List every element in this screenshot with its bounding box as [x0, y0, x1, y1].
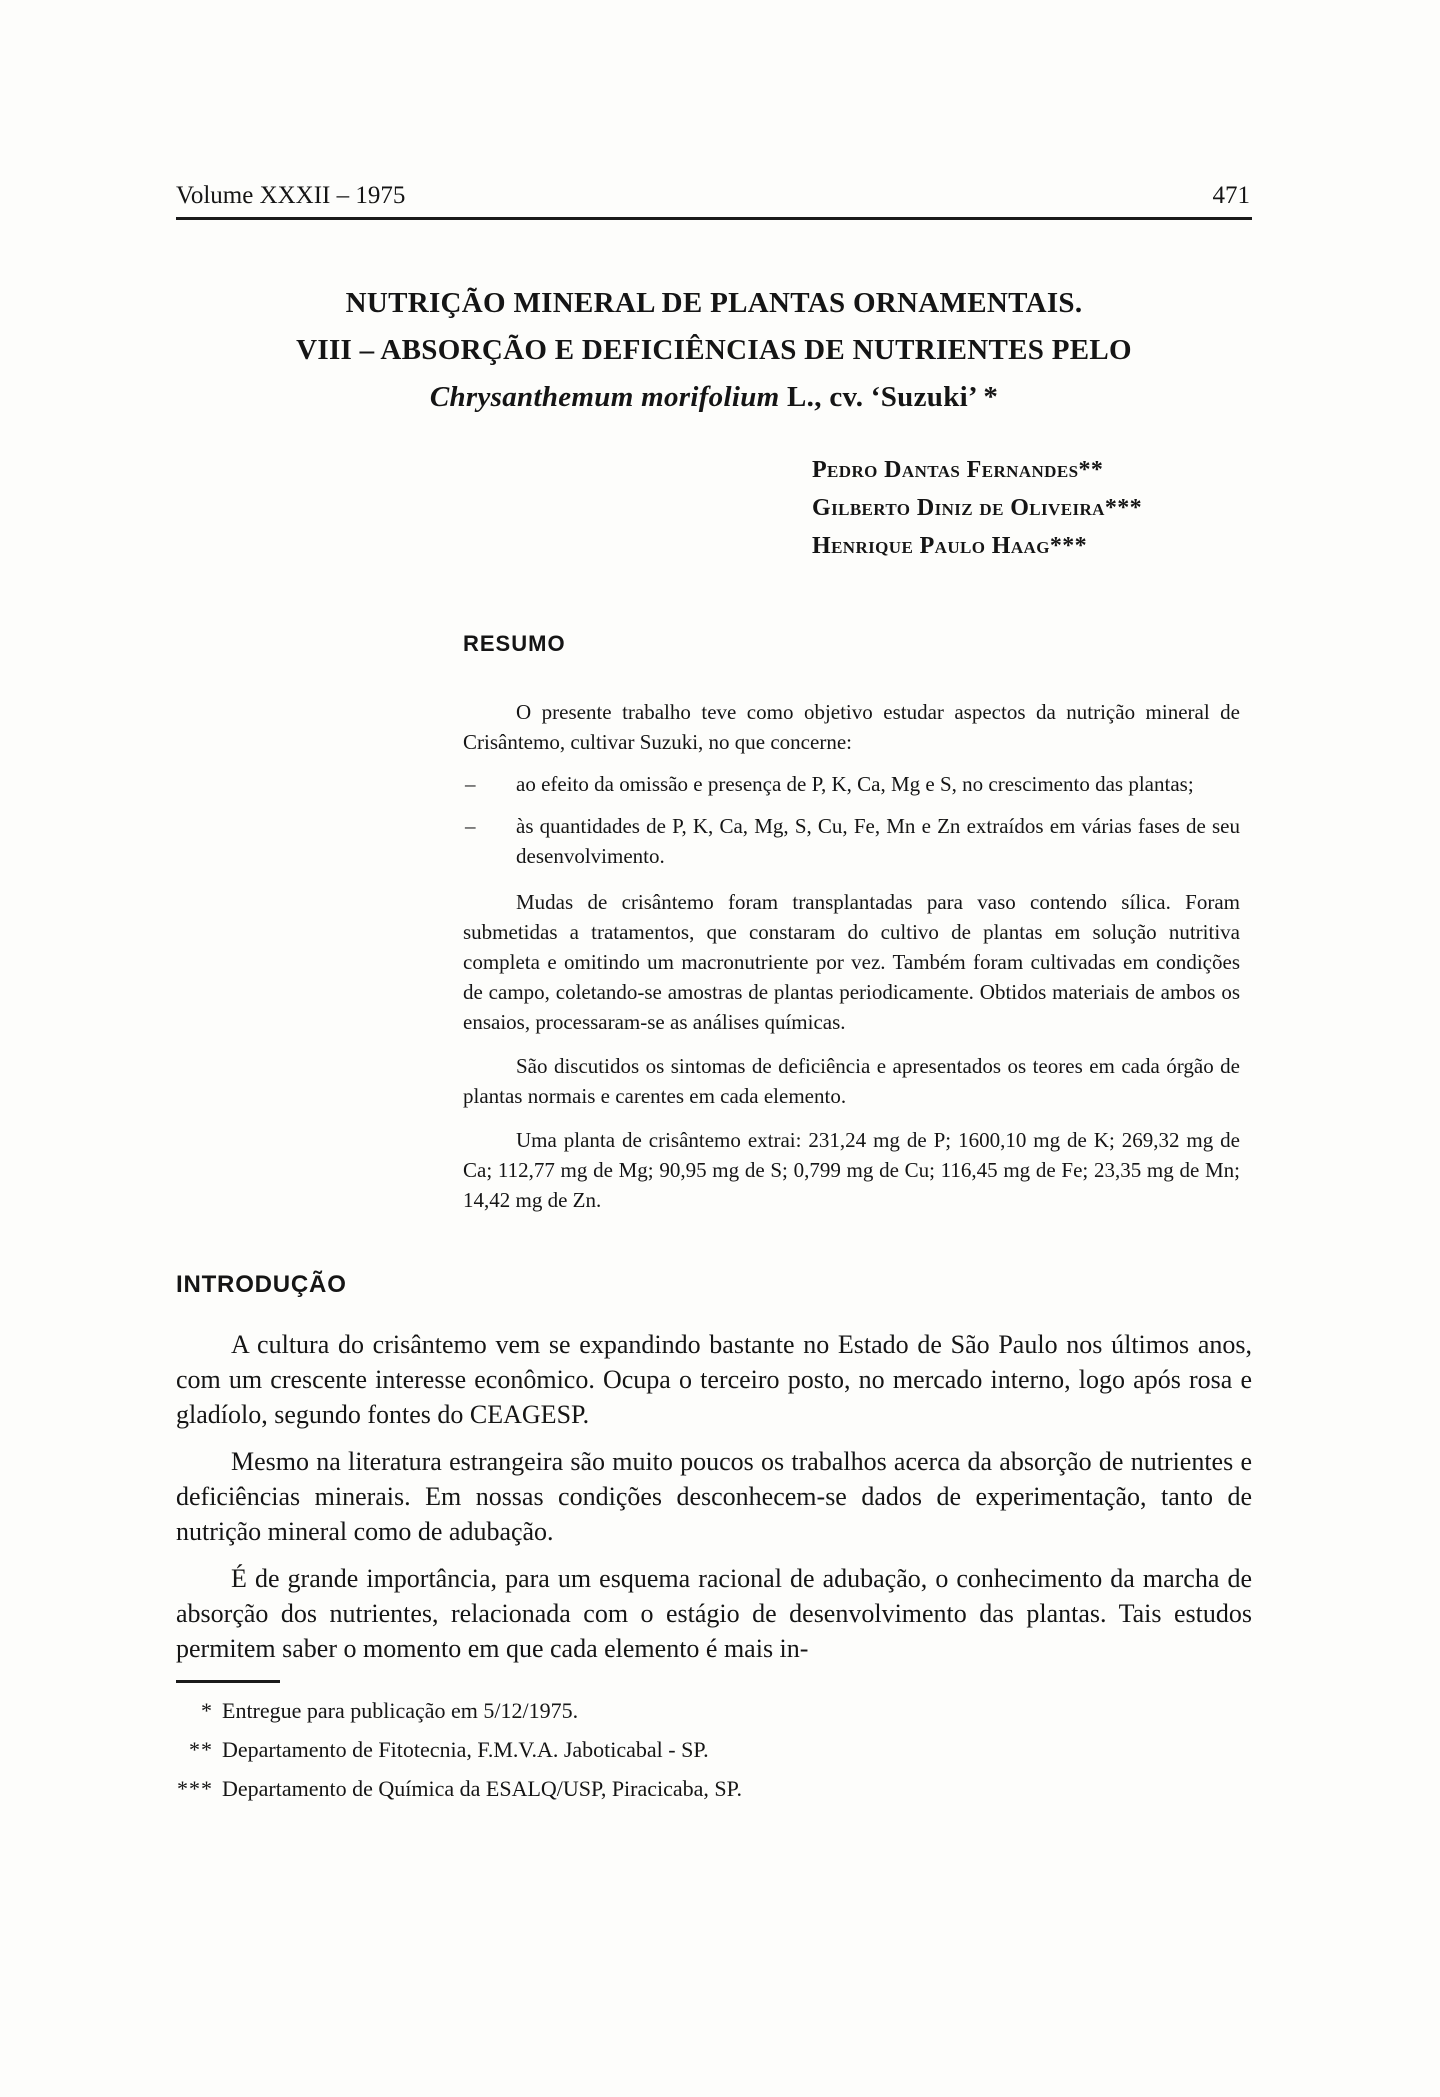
footnote-text: Departamento de Fitotecnia, F.M.V.A. Jaboticabal - SP. — [222, 1736, 709, 1762]
resumo-list-item — [463, 769, 1240, 799]
resumo-list-item-text: às quantidades de P, K, Ca, Mg, S, Cu, Fe, Mn e Zn extraídos em várias fases de seu desenvolvimento. — [516, 813, 1240, 868]
author: Gilberto Diniz de Oliveira*** — [812, 494, 1143, 521]
author: Pedro Dantas Fernandes** — [812, 456, 1104, 483]
footnote — [176, 1730, 1252, 1769]
footnote-marker: *** — [177, 1775, 213, 1801]
author-list — [812, 451, 1252, 565]
footnote-text: Entregue para publicação em 5/12/1975. — [222, 1697, 579, 1723]
running-head — [176, 182, 1252, 220]
intro-paragraph: É de grande importância, para um esquema racional de adubação, o conhecimento da marcha de absorção dos nutrientes, relacionada com o estágio de desenvolvimento das plantas. Tais estudos permitem saber o momento em que cada elemento é mais in- — [176, 1563, 1252, 1663]
resumo-body — [463, 697, 1240, 1215]
introducao-body — [176, 1327, 1252, 1666]
resumo-paragraph: Mudas de crisântemo foram transplantadas para vaso contendo sílica. Foram submetidas a tratamentos, que constaram do cultivo de plantas em solução nutritiva completa e omitindo um macronutriente por vez. Também foram cultivadas em condições de campo, coletando-se amostras de plantas periodicamente. Obtidos materiais de ambos os ensaios, processaram-se as análises químicas. — [463, 889, 1240, 1034]
footnote-marker: * — [201, 1697, 213, 1723]
footnote — [176, 1691, 1252, 1730]
footnote-text: Departamento de Química da ESALQ/USP, Piracicaba, SP. — [222, 1775, 742, 1801]
page-number: 471 — [1212, 182, 1250, 209]
article-title — [176, 280, 1252, 421]
footnote-marker: ** — [189, 1736, 213, 1762]
introducao-heading: INTRODUÇÃO — [176, 1270, 347, 1298]
species-name: Chrysanthemum morifolium — [429, 380, 780, 413]
intro-paragraph: Mesmo na literatura estrangeira são muito poucos os trabalhos acerca da absorção de nutrientes e deficiências minerais. Em nossas condições desconhecem-se dados de experimentação, tanto de nutrição mineral como de adubação. — [176, 1446, 1252, 1546]
footnote-separator-rule — [176, 1680, 280, 1683]
volume-label: Volume XXXII – 1975 — [176, 182, 406, 209]
dash-marker: – — [465, 813, 476, 838]
title-line-2: VIII – ABSORÇÃO E DEFICIÊNCIAS DE NUTRIENTES PELO — [296, 333, 1132, 366]
author: Henrique Paulo Haag*** — [812, 532, 1088, 559]
resumo-heading: RESUMO — [463, 630, 566, 656]
intro-paragraph: A cultura do crisântemo vem se expandindo bastante no Estado de São Paulo nos últimos anos, com um crescente interesse econômico. Ocupa o terceiro posto, no mercado interno, logo após rosa e gladíolo, segundo fontes do CEAGESP. — [176, 1329, 1252, 1429]
footnote-list — [176, 1691, 1252, 1808]
resumo-paragraph: Uma planta de crisântemo extrai: 231,24 mg de P; 1600,10 mg de K; 269,32 mg de Ca; 112,77 mg de Mg; 90,95 mg de S; 0,799 mg de Cu; 116,45 mg de Fe; 23,35 mg de Mn; 14,42 mg de Zn. — [463, 1127, 1240, 1212]
dash-marker: – — [465, 771, 476, 796]
resumo-paragraph: São discutidos os sintomas de deficiência e apresentados os teores em cada órgão de plantas normais e carentes em cada elemento. — [463, 1053, 1240, 1108]
title-line-3 — [176, 374, 1252, 421]
footnote-block — [176, 1680, 1252, 1808]
resumo-list-item — [463, 811, 1240, 871]
title-line-1: NUTRIÇÃO MINERAL DE PLANTAS ORNAMENTAIS. — [345, 286, 1083, 319]
footnote — [176, 1769, 1252, 1808]
resumo-paragraph: O presente trabalho teve como objetivo estudar aspectos da nutrição mineral de Crisântemo, cultivar Suzuki, no que concerne: — [463, 699, 1240, 754]
resumo-list-item-text: ao efeito da omissão e presença de P, K, Ca, Mg e S, no crescimento das plantas; — [516, 771, 1194, 796]
title-line-3-rest: L., cv. ‘Suzuki’ * — [779, 380, 999, 413]
